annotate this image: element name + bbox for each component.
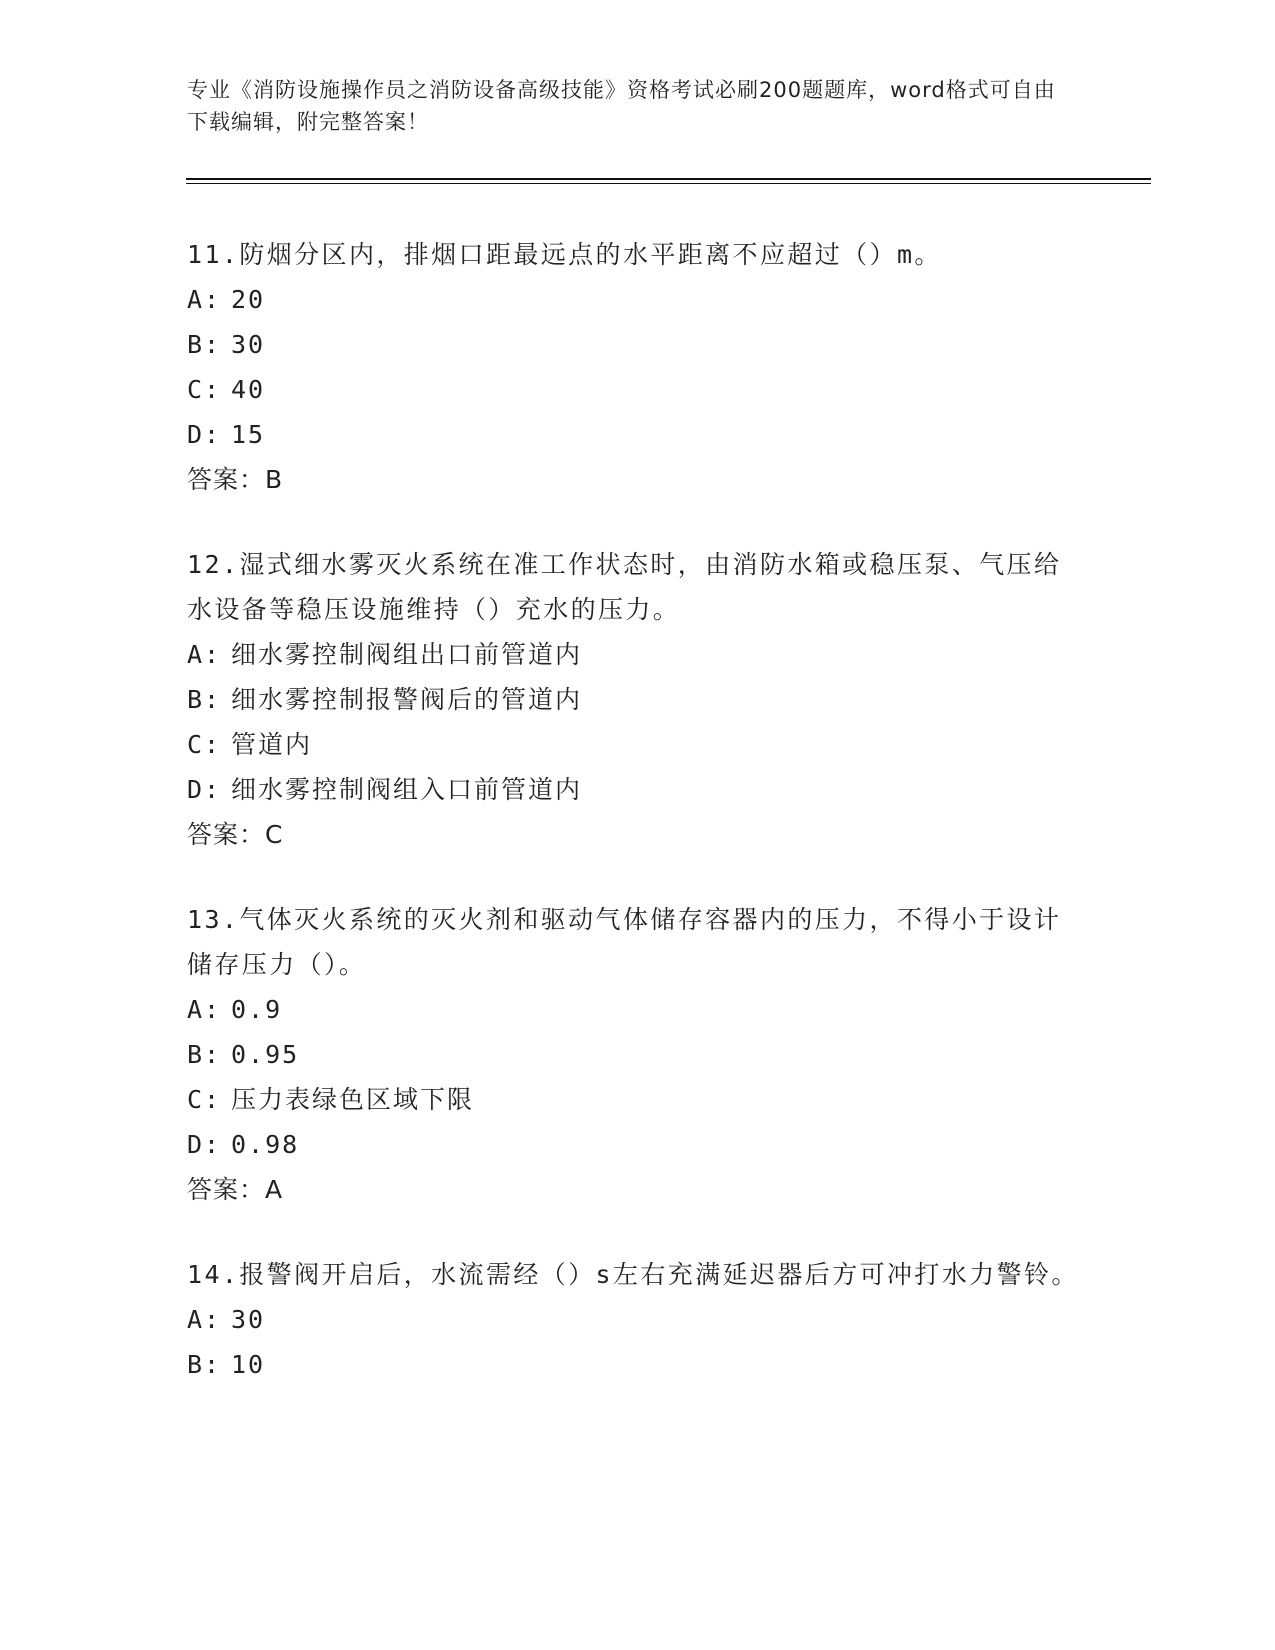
option-key: D:: [187, 420, 222, 449]
option-d: [187, 767, 1087, 812]
option-text: 0.98: [231, 1130, 300, 1159]
option-text: 30: [231, 330, 266, 359]
option-b: [187, 677, 1087, 722]
question-list: [187, 232, 1087, 1427]
option-key: A:: [187, 1305, 222, 1334]
option-text: 0.9: [231, 995, 283, 1024]
option-d: [187, 1122, 1087, 1167]
option-key: C:: [187, 375, 222, 404]
option-text: 20: [231, 285, 266, 314]
question-stem: 13.气体灭火系统的灭火剂和驱动气体储存容器内的压力，不得小于设计储存压力（）。: [187, 905, 1062, 979]
option-a: [187, 277, 1087, 322]
question-stem: 12.湿式细水雾灭火系统在准工作状态时，由消防水箱或稳压泵、气压给水设备等稳压设施维持（）充水的压力。: [187, 550, 1062, 624]
option-text: 细水雾控制报警阀后的管道内: [231, 685, 583, 714]
option-text: 细水雾控制阀组入口前管道内: [231, 775, 583, 804]
option-key: B:: [187, 685, 222, 714]
option-c: [187, 1077, 1087, 1122]
option-a: [187, 632, 1087, 677]
option-key: B:: [187, 1040, 222, 1069]
answer-line: 答案：C: [187, 820, 284, 849]
option-a: [187, 987, 1087, 1032]
answer-line: 答案：A: [187, 1175, 284, 1204]
option-text: 10: [231, 1350, 266, 1379]
question-12: [187, 542, 1087, 857]
header-divider: [186, 178, 1151, 180]
option-d: [187, 412, 1087, 457]
option-key: A:: [187, 995, 222, 1024]
option-a: [187, 1297, 1087, 1342]
option-b: [187, 322, 1087, 367]
option-key: D:: [187, 775, 222, 804]
option-key: B:: [187, 330, 222, 359]
document-header: 专业《消防设施操作员之消防设备高级技能》资格考试必刷200题题库，word格式可自由下载编辑，附完整答案！: [187, 78, 1056, 134]
option-text: 40: [231, 375, 266, 404]
question-13: [187, 897, 1087, 1212]
option-key: C:: [187, 1085, 222, 1114]
option-text: 压力表绿色区域下限: [231, 1085, 475, 1114]
option-key: A:: [187, 285, 222, 314]
option-text: 细水雾控制阀组出口前管道内: [231, 640, 583, 669]
question-stem: 11.防烟分区内，排烟口距最远点的水平距离不应超过（）m。: [187, 240, 942, 269]
option-text: 30: [231, 1305, 266, 1334]
option-text: 管道内: [231, 730, 313, 759]
option-b: [187, 1342, 1087, 1387]
question-14: [187, 1252, 1087, 1387]
answer-line: 答案：B: [187, 465, 284, 494]
option-b: [187, 1032, 1087, 1077]
option-key: A:: [187, 640, 222, 669]
option-key: D:: [187, 1130, 222, 1159]
option-c: [187, 722, 1087, 767]
option-text: 0.95: [231, 1040, 300, 1069]
question-11: [187, 232, 1087, 502]
question-stem: 14.报警阀开启后，水流需经（）s左右充满延迟器后方可冲打水力警铃。: [187, 1260, 1079, 1289]
option-key: B:: [187, 1350, 222, 1379]
header-divider-thin: [186, 183, 1151, 184]
option-text: 15: [231, 420, 266, 449]
option-key: C:: [187, 730, 222, 759]
option-c: [187, 367, 1087, 412]
